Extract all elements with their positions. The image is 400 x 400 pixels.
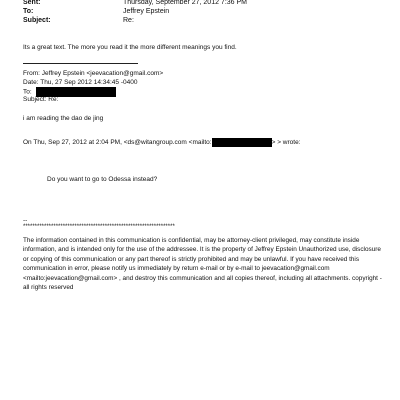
header-to-label: To: xyxy=(23,8,34,15)
header-to-row xyxy=(23,7,169,16)
header-to-value: Jeffrey Epstein xyxy=(123,8,170,15)
forwarded-body: i am reading the dao de jing xyxy=(23,115,104,122)
quoted-body: Do you want to go to Odessa instead? xyxy=(47,176,158,183)
separator-line xyxy=(23,63,138,64)
header-subject-value: Re: xyxy=(123,17,134,24)
header-sent-value: Thursday, September 27, 2012 7:36 PM xyxy=(123,0,247,6)
forwarded-to-label: To: xyxy=(23,88,32,96)
signature-dashes: -- xyxy=(23,217,28,224)
header-subject-label: Subject: xyxy=(23,17,51,24)
quote-attribution-suffix: > > wrote: xyxy=(271,139,301,147)
redaction-box xyxy=(212,138,272,147)
confidentiality-notice: The information contained in this communication is confidential, may be attorney-client privileged, may constitute inside information, and is intended only for the use of the addressee. It is the property of Jeffrey Epstein Unauthorized use, disclosure or copying of this communication or any part thereof is strictly prohibited and may be unlawful. If you have received this communication in error, please notify us immediately by return e-mail or by e-mail to jeevacation@gmail.com <mailto:jeevacation@gmail.com> , and destroy this communication and all copies thereof, including all attachments. copyright -all rights reserved xyxy=(23,237,382,292)
header-subject-row xyxy=(23,16,134,25)
reply-body: Its a great text. The more you read it the more different meanings you find. xyxy=(23,44,237,51)
quote-attribution xyxy=(23,138,301,148)
signature-stars: ***************************************************************** xyxy=(23,224,175,230)
header-sent-row xyxy=(23,0,247,7)
forwarded-from: From: Jeffrey Epstein <jeevacation@gmail.com> xyxy=(23,70,164,77)
header-sent-label: Sent: xyxy=(23,0,41,6)
quote-attribution-prefix: On Thu, Sep 27, 2012 at 2:04 PM, <ds@witangroup.com <mailto: xyxy=(23,139,212,147)
forwarded-subject: Subject: Re: xyxy=(23,96,59,103)
forwarded-date: Date: Thu, 27 Sep 2012 14:34:45 -0400 xyxy=(23,79,138,86)
